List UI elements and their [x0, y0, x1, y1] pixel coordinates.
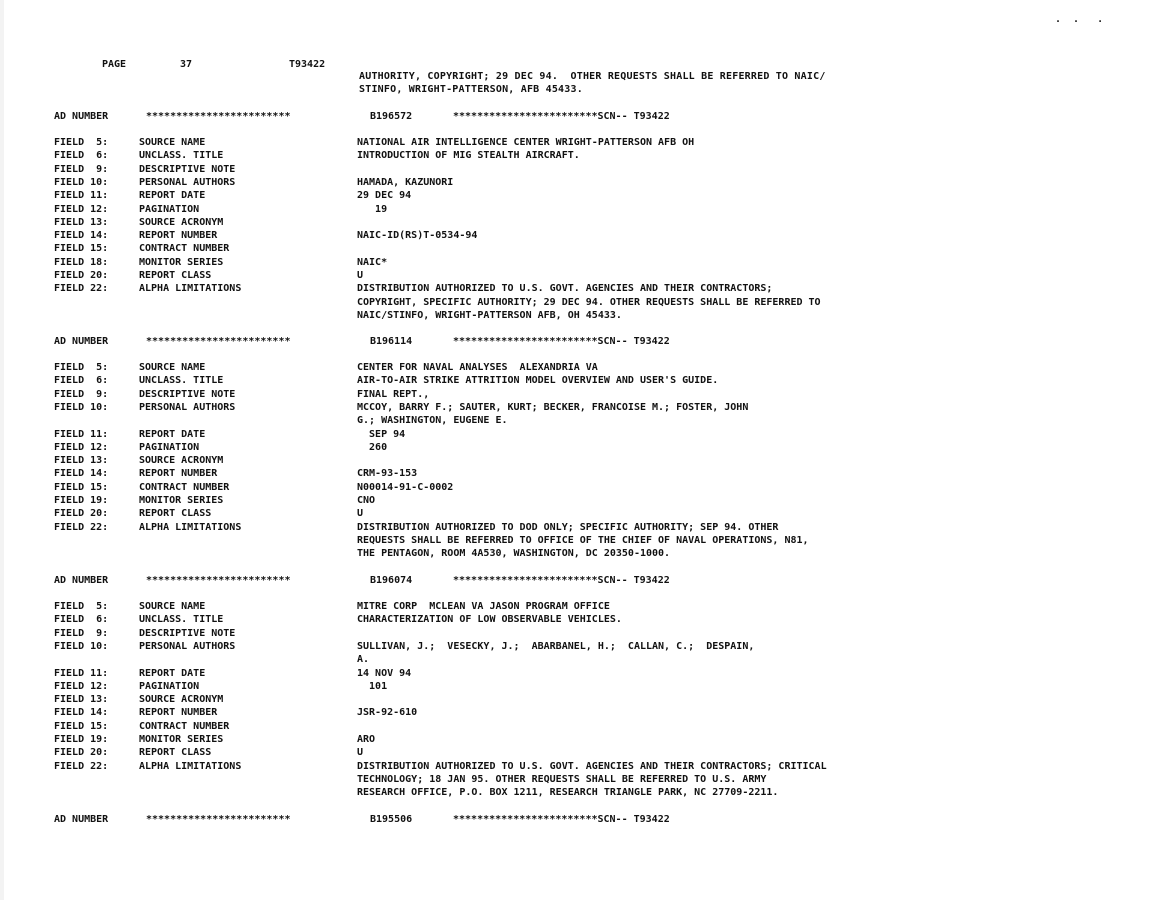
- field-label: FIELD 11:: [54, 667, 109, 679]
- field-value: NATIONAL AIR INTELLIGENCE CENTER WRIGHT-PATTERSON AFB OH: [357, 137, 695, 148]
- field-label: FIELD 19:: [54, 495, 109, 506]
- field-name: UNCLASS. TITLE: [139, 150, 224, 162]
- field-name: REPORT NUMBER: [139, 707, 218, 719]
- field-name: DESCRIPTIVE NOTE: [139, 388, 236, 400]
- field-name: REPORT CLASS: [139, 270, 212, 281]
- field-value: G.; WASHINGTON, EUGENE E.: [357, 415, 508, 427]
- scan-edge-shadow: [0, 0, 4, 900]
- field-value: CRM-93-153: [357, 468, 418, 480]
- field-label: FIELD 9:: [54, 163, 109, 175]
- field-value: CNO: [357, 495, 376, 506]
- field-value: U: [357, 508, 364, 520]
- field-label: FIELD 5:: [54, 601, 109, 612]
- field-label: FIELD 14:: [54, 230, 109, 242]
- field-value: U: [357, 747, 364, 759]
- field-label: FIELD 10:: [54, 640, 109, 652]
- field-value: DISTRIBUTION AUTHORIZED TO DOD ONLY; SPECIFIC AUTHORITY; SEP 94. OTHER: [357, 521, 779, 533]
- field-label: FIELD 13:: [54, 455, 109, 467]
- field-name: REPORT NUMBER: [139, 468, 218, 480]
- field-value: NAIC*: [357, 256, 388, 268]
- ad-stars-left: ************************: [146, 814, 291, 825]
- field-name: REPORT NUMBER: [139, 230, 218, 242]
- field-name: REPORT DATE: [139, 190, 206, 202]
- field-name: SOURCE NAME: [139, 601, 206, 612]
- field-label: FIELD 12:: [54, 203, 109, 215]
- field-name: PAGINATION: [139, 203, 200, 215]
- field-value: TECHNOLOGY; 18 JAN 95. OTHER REQUESTS SHALL BE REFERRED TO U.S. ARMY: [357, 773, 767, 785]
- field-label: FIELD 12:: [54, 680, 109, 692]
- field-label: FIELD 9:: [54, 627, 109, 639]
- field-label: FIELD 5:: [54, 362, 109, 373]
- field-name: DESCRIPTIVE NOTE: [139, 163, 236, 175]
- ad-number-value: B195506: [370, 814, 413, 825]
- ad-stars-left: ************************: [146, 575, 291, 586]
- page-number: 37: [180, 59, 193, 70]
- ad-number-label: AD NUMBER: [54, 814, 109, 825]
- field-value: 19: [357, 203, 388, 215]
- scan-marks: . . .: [1055, 14, 1104, 25]
- field-value: N00014-91-C-0002: [357, 481, 454, 493]
- field-value: CENTER FOR NAVAL ANALYSES ALEXANDRIA VA: [357, 362, 598, 373]
- field-value: DISTRIBUTION AUTHORIZED TO U.S. GOVT. AGENCIES AND THEIR CONTRACTORS; CRITICAL: [357, 760, 827, 772]
- field-value: COPYRIGHT, SPECIFIC AUTHORITY; 29 DEC 94. OTHER REQUESTS SHALL BE REFERRED TO: [357, 296, 821, 308]
- field-name: UNCLASS. TITLE: [139, 614, 224, 626]
- field-name: SOURCE ACRONYM: [139, 694, 224, 706]
- field-value: CHARACTERIZATION OF LOW OBSERVABLE VEHICLES.: [357, 614, 622, 626]
- field-name: UNCLASS. TITLE: [139, 375, 224, 387]
- field-name: SOURCE ACRONYM: [139, 216, 224, 228]
- field-name: SOURCE ACRONYM: [139, 455, 224, 467]
- field-label: FIELD 10:: [54, 401, 109, 413]
- field-value: A.: [357, 654, 370, 666]
- field-label: FIELD 13:: [54, 216, 109, 228]
- field-name: MONITOR SERIES: [139, 256, 224, 268]
- field-value: MITRE CORP MCLEAN VA JASON PROGRAM OFFICE: [357, 601, 610, 612]
- field-label: FIELD 9:: [54, 388, 109, 400]
- field-label: FIELD 6:: [54, 375, 109, 387]
- field-name: REPORT DATE: [139, 428, 206, 440]
- field-label: FIELD 19:: [54, 734, 109, 745]
- field-value: HAMADA, KAZUNORI: [357, 176, 454, 188]
- field-name: MONITOR SERIES: [139, 734, 224, 745]
- field-value: 101: [357, 680, 388, 692]
- ad-number-value: B196074: [370, 575, 413, 586]
- field-value: AIR-TO-AIR STRIKE ATTRITION MODEL OVERVIEW AND USER'S GUIDE.: [357, 375, 719, 387]
- field-name: SOURCE NAME: [139, 362, 206, 373]
- field-label: FIELD 5:: [54, 137, 109, 148]
- field-value: U: [357, 270, 364, 281]
- field-value: FINAL REPT.,: [357, 388, 430, 400]
- field-value: MCCOY, BARRY F.; SAUTER, KURT; BECKER, FRANCOISE M.; FOSTER, JOHN: [357, 401, 749, 413]
- continuation-line-2: STINFO, WRIGHT-PATTERSON, AFB 45433.: [359, 84, 583, 95]
- field-name: PERSONAL AUTHORS: [139, 640, 236, 652]
- field-value: 29 DEC 94: [357, 190, 412, 202]
- ad-number-label: AD NUMBER: [54, 111, 109, 122]
- field-label: FIELD 22:: [54, 760, 109, 772]
- field-label: FIELD 22:: [54, 521, 109, 533]
- field-value: DISTRIBUTION AUTHORIZED TO U.S. GOVT. AGENCIES AND THEIR CONTRACTORS;: [357, 283, 773, 295]
- field-label: FIELD 6:: [54, 150, 109, 162]
- field-name: DESCRIPTIVE NOTE: [139, 627, 236, 639]
- field-label: FIELD 22:: [54, 283, 109, 295]
- field-name: REPORT CLASS: [139, 508, 212, 520]
- field-name: PERSONAL AUTHORS: [139, 176, 236, 188]
- ad-stars-right-scn: ************************SCN-- T93422: [453, 814, 670, 825]
- field-name: REPORT CLASS: [139, 747, 212, 759]
- field-label: FIELD 20:: [54, 747, 109, 759]
- field-name: PAGINATION: [139, 441, 200, 453]
- field-label: FIELD 10:: [54, 176, 109, 188]
- field-label: FIELD 6:: [54, 614, 109, 626]
- field-label: FIELD 14:: [54, 468, 109, 480]
- document-code: T93422: [289, 59, 326, 70]
- ad-number-label: AD NUMBER: [54, 336, 109, 347]
- field-name: CONTRACT NUMBER: [139, 481, 230, 493]
- field-label: FIELD 14:: [54, 707, 109, 719]
- field-label: FIELD 13:: [54, 694, 109, 706]
- field-label: FIELD 15:: [54, 720, 109, 732]
- field-value: 14 NOV 94: [357, 667, 412, 679]
- field-value: JSR-92-610: [357, 707, 418, 719]
- field-value: NAIC-ID(RS)T-0534-94: [357, 230, 478, 242]
- field-label: FIELD 20:: [54, 270, 109, 281]
- field-name: CONTRACT NUMBER: [139, 720, 230, 732]
- field-label: FIELD 12:: [54, 441, 109, 453]
- ad-stars-right-scn: ************************SCN-- T93422: [453, 336, 670, 347]
- field-value: INTRODUCTION OF MIG STEALTH AIRCRAFT.: [357, 150, 580, 162]
- ad-number-label: AD NUMBER: [54, 575, 109, 586]
- field-label: FIELD 11:: [54, 428, 109, 440]
- field-value: THE PENTAGON, ROOM 4A530, WASHINGTON, DC 20350-1000.: [357, 548, 671, 560]
- ad-stars-right-scn: ************************SCN-- T93422: [453, 111, 670, 122]
- field-name: SOURCE NAME: [139, 137, 206, 148]
- field-label: FIELD 11:: [54, 190, 109, 202]
- ad-stars-right-scn: ************************SCN-- T93422: [453, 575, 670, 586]
- field-value: REQUESTS SHALL BE REFERRED TO OFFICE OF THE CHIEF OF NAVAL OPERATIONS, N81,: [357, 534, 809, 546]
- ad-number-value: B196572: [370, 111, 413, 122]
- field-value: RESEARCH OFFICE, P.O. BOX 1211, RESEARCH TRIANGLE PARK, NC 27709-2211.: [357, 787, 779, 799]
- field-name: MONITOR SERIES: [139, 495, 224, 506]
- continuation-line-1: AUTHORITY, COPYRIGHT; 29 DEC 94. OTHER REQUESTS SHALL BE REFERRED TO NAIC/: [359, 71, 826, 82]
- field-name: CONTRACT NUMBER: [139, 243, 230, 255]
- field-name: REPORT DATE: [139, 667, 206, 679]
- field-name: PERSONAL AUTHORS: [139, 401, 236, 413]
- field-name: ALPHA LIMITATIONS: [139, 521, 242, 533]
- field-value: 260: [357, 441, 388, 453]
- ad-number-value: B196114: [370, 336, 413, 347]
- field-label: FIELD 20:: [54, 508, 109, 520]
- ad-stars-left: ************************: [146, 111, 291, 122]
- field-value: SEP 94: [357, 428, 406, 440]
- field-value: SULLIVAN, J.; VESECKY, J.; ABARBANEL, H.; CALLAN, C.; DESPAIN,: [357, 640, 755, 652]
- field-label: FIELD 15:: [54, 243, 109, 255]
- field-value: ARO: [357, 734, 376, 745]
- field-label: FIELD 15:: [54, 481, 109, 493]
- field-value: NAIC/STINFO, WRIGHT-PATTERSON AFB, OH 45433.: [357, 309, 622, 321]
- field-name: ALPHA LIMITATIONS: [139, 760, 242, 772]
- field-label: FIELD 18:: [54, 256, 109, 268]
- page-label: PAGE: [102, 59, 127, 70]
- field-name: ALPHA LIMITATIONS: [139, 283, 242, 295]
- ad-stars-left: ************************: [146, 336, 291, 347]
- field-name: PAGINATION: [139, 680, 200, 692]
